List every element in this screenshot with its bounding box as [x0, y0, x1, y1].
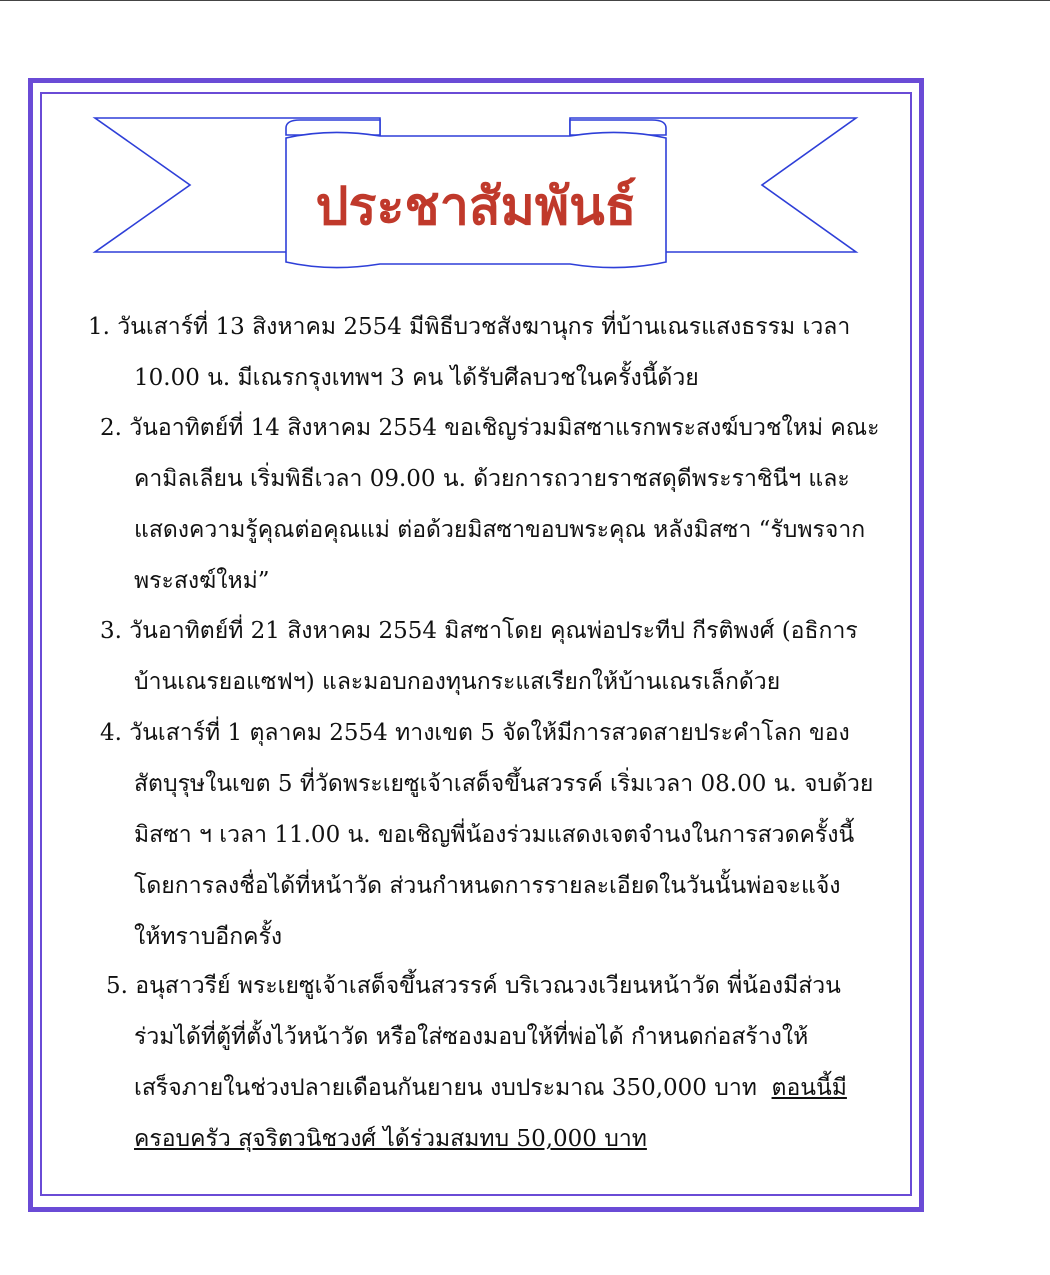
- item-line: สัตบุรุษในเขต 5 ที่วัดพระเยซูเจ้าเสด็จขึ้นสวรรค์ เริ่มเวลา 08.00 น. จบด้วย: [134, 771, 874, 797]
- announcement-item: [100, 606, 858, 708]
- item-line: ให้ทราบอีกครั้ง: [134, 924, 283, 950]
- ribbon-banner: [0, 0, 1050, 300]
- announcement-item: [106, 961, 847, 1165]
- item-line: โดยการลงชื่อได้ที่หน้าวัด ส่วนกำหนดการรายละเอียดในวันนั้นพ่อจะแจ้ง: [134, 873, 841, 899]
- item-line: 3. วันอาทิตย์ที่ 21 สิงหาคม 2554 มิสซาโดย คุณพ่อประทีป กีรติพงศ์ (อธิการ: [100, 618, 858, 644]
- item-line: 1. วันเสาร์ที่ 13 สิงหาคม 2554 มีพิธีบวชสังฆานุกร ที่บ้านเณรแสงธรรม เวลา: [88, 314, 851, 340]
- item-line: พระสงฆ์ใหม่”: [134, 568, 270, 594]
- page-title: ประชาสัมพันธ์: [315, 175, 637, 237]
- item-line: 10.00 น. มีเณรกรุงเทพฯ 3 คน ได้รับศีลบวชในครั้งนี้ด้วย: [134, 365, 699, 391]
- announcement-item: [100, 708, 873, 963]
- announcement-item: [100, 403, 879, 607]
- item-line: แสดงความรู้คุณต่อคุณแม่ ต่อด้วยมิสซาขอบพระคุณ หลังมิสซา “รับพรจาก: [134, 517, 866, 543]
- item-line: เสร็จภายในช่วงปลายเดือนกันยายน งบประมาณ 350,000 บาท: [134, 1075, 757, 1101]
- item-line: มิสซา ฯ เวลา 11.00 น. ขอเชิญพี่น้องร่วมแสดงเจตจำนงในการสวดครั้งนี้: [134, 822, 855, 848]
- item-line: 5. อนุสาวรีย์ พระเยซูเจ้าเสด็จขึ้นสวรรค์ บริเวณวงเวียนหน้าวัด พี่น้องมีส่วน: [106, 973, 841, 999]
- underlined-note: ครอบครัว สุจริตวนิชวงศ์ ได้ร่วมสมทบ 50,000 บาท: [134, 1126, 647, 1152]
- item-line: ร่วมได้ที่ตู้ที่ตั้งไว้หน้าวัด หรือใส่ซองมอบให้ที่พ่อได้ กำหนดก่อสร้างให้: [134, 1024, 809, 1050]
- item-line: คามิลเลียน เริ่มพิธีเวลา 09.00 น. ด้วยการถวายราชสดุดีพระราชินีฯ และ: [134, 466, 850, 492]
- underlined-note: ตอนนี้มี: [771, 1075, 847, 1101]
- item-line: บ้านเณรยอแซฟฯ) และมอบกองทุนกระแสเรียกให้บ้านเณรเล็กด้วย: [134, 669, 781, 695]
- item-line: 2. วันอาทิตย์ที่ 14 สิงหาคม 2554 ขอเชิญร่วมมิสซาแรกพระสงฆ์บวชใหม่ คณะ: [100, 415, 880, 441]
- announcement-item: [88, 302, 850, 404]
- item-line: 4. วันเสาร์ที่ 1 ตุลาคม 2554 ทางเขต 5 จัดให้มีการสวดสายประคำโลก ของ: [100, 720, 850, 746]
